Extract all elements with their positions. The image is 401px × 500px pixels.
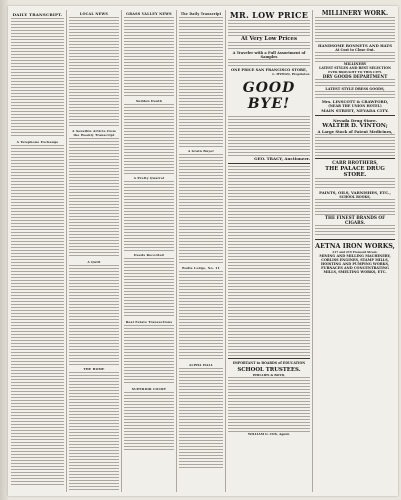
low-price-subtitle: At Very Low Prices bbox=[240, 36, 297, 42]
col3-header-deeds: Deeds Recorded bbox=[134, 253, 164, 257]
school-notice: IMPORTANT to BOARDS of EDUCATION bbox=[232, 361, 306, 365]
col3-header-sudden-death: Sudden Death bbox=[135, 99, 163, 103]
palace-drug-store: THE PALACE DRUG STORE. bbox=[325, 166, 385, 178]
insurance-text bbox=[315, 225, 395, 237]
col4-header-grain-buyer: A Grain Buyer bbox=[187, 149, 215, 153]
col2-header-quilt: A Quilt bbox=[87, 260, 101, 264]
column-rule bbox=[312, 10, 313, 492]
bonnets-heading: HANDSOME BONNETS AND HATS bbox=[317, 43, 392, 48]
low-price-column bbox=[228, 10, 310, 492]
low-price-proprietor: L. HYMAN, Proprietor. bbox=[272, 72, 310, 76]
union-hotel: (NEAR THE UNION HOTEL) bbox=[328, 104, 382, 108]
aetna-address: 217 and 219 Fremont Street. bbox=[332, 250, 378, 254]
column-2 bbox=[69, 10, 119, 492]
price-list bbox=[228, 166, 310, 356]
column-4 bbox=[179, 10, 223, 492]
masthead: DAILY TRANSCRIPT. bbox=[12, 12, 63, 17]
cigars: THE FINEST BRANDS OF CIGARS. bbox=[324, 215, 386, 225]
school-books: SCHOOL BOOKS, bbox=[339, 195, 371, 199]
school-trustees: SCHOOL TRUSTEES. bbox=[237, 367, 301, 373]
paints: PAINTS, OILS, VARNISHES, ETC., bbox=[319, 190, 391, 195]
patent-medicines: A Large Stock of Patent Medicines, bbox=[317, 129, 393, 134]
col2-header-article: A Sensible Article from the Weekly Transcript bbox=[72, 129, 116, 137]
dry-goods-text-2 bbox=[315, 91, 395, 99]
good-bye-banner: GOOD BYE! bbox=[242, 80, 296, 112]
column-3 bbox=[124, 10, 174, 492]
aetna-iron-works: AETNA IRON WORKS, bbox=[315, 242, 395, 250]
latest-styles: LATEST STYLES AND BEST SELECTION bbox=[319, 66, 391, 70]
engines: CORLISS ENGINES, STAMP MILLS, bbox=[321, 258, 389, 262]
bottom-agent: WILLIAM G. COX, Agent. bbox=[248, 432, 290, 436]
low-price-text-2 bbox=[228, 59, 310, 68]
low-price-intro bbox=[228, 20, 310, 36]
phillips-boyd: PHILLIPS & BOYD, bbox=[252, 373, 286, 377]
dry-goods: DRY GOODS DEPARTMENT bbox=[322, 74, 388, 79]
col2-text-block-2 bbox=[69, 138, 119, 258]
drug-store: Nevada Drug Store. bbox=[332, 118, 378, 123]
column-rule bbox=[121, 10, 122, 492]
low-price-title: MR. LOW PRICE bbox=[229, 10, 309, 20]
col3-text-block-2 bbox=[124, 104, 174, 174]
dry-goods-text bbox=[315, 79, 395, 87]
hoisting: HOISTING AND PUMPING WORKS, bbox=[321, 262, 389, 266]
palace-text bbox=[315, 178, 395, 190]
smelting: MILLS, SMELTING WORKS, ETC. bbox=[323, 270, 387, 274]
furnaces: FURNACES AND CONCENTRATING bbox=[321, 266, 389, 270]
col4-header-alpha-hall: ALPHA HALL bbox=[188, 363, 214, 367]
page-binding-edge bbox=[0, 0, 8, 500]
col4-text-block-3 bbox=[179, 271, 223, 361]
column-rule bbox=[225, 10, 226, 492]
low-price-tagline: A Traveler with a Full Assortment of Samples bbox=[232, 51, 306, 59]
at-cost: At Cost to Close Out. bbox=[335, 48, 375, 52]
section-heading-telephone: A Telephone Exchange bbox=[16, 140, 59, 144]
ever-brought: EVER BROUGHT TO THIS CITY. bbox=[328, 70, 382, 74]
col4-text-block-4 bbox=[179, 368, 223, 468]
divider bbox=[315, 158, 395, 159]
millinery-line: MILLINERY bbox=[343, 62, 367, 66]
col4-text-block bbox=[179, 17, 223, 147]
divider bbox=[315, 115, 395, 116]
leading-styles: LATEST STYLE DRESS GOODS, bbox=[325, 87, 385, 91]
col4-header-bodie-lodge: Bodie Lodge, No. 11 bbox=[182, 266, 220, 270]
good-bye-text bbox=[228, 116, 310, 156]
col2-text-block bbox=[69, 17, 119, 127]
col3-text-block-5 bbox=[124, 325, 174, 385]
machinery: MINING AND MILLING MACHINERY, bbox=[319, 254, 391, 258]
col4-header-daily-transcript: The Daily Transcript bbox=[180, 12, 222, 16]
drug-store-text bbox=[315, 134, 395, 156]
millinery-text bbox=[315, 17, 395, 43]
col2-text-block-3 bbox=[69, 265, 119, 365]
col3-header-grass-valley: GRASS VALLEY NEWS bbox=[126, 12, 172, 16]
col3-header-quarrel: A Pretty Quarrel bbox=[133, 176, 165, 180]
low-price-store: ONE PRICE SAN FRANCISCO STORE, bbox=[231, 68, 307, 72]
col2-text-block-4 bbox=[69, 372, 119, 492]
palace-text-2 bbox=[315, 199, 395, 215]
column-rule bbox=[176, 10, 177, 492]
column-1-text-block-2 bbox=[11, 145, 64, 485]
col2-header-local-news: LOCAL NEWS bbox=[79, 12, 109, 16]
column-rule bbox=[66, 10, 67, 492]
col4-text-block-2 bbox=[179, 154, 223, 264]
divider bbox=[228, 163, 310, 164]
vinton: WALTER D. VINTON; bbox=[322, 123, 388, 129]
divider bbox=[315, 239, 395, 240]
carr-brothers: CARR BROTHERS, bbox=[332, 161, 378, 166]
col3-header-real-estate: Real Estate Transactions bbox=[125, 320, 173, 324]
column-1 bbox=[11, 10, 64, 492]
main-street: MAIN STREET, NEVADA CITY. bbox=[321, 108, 389, 113]
column-1-text-block bbox=[11, 18, 64, 138]
linscott: Mrs. LINSCOTT & CRAWFORD, bbox=[321, 99, 389, 104]
auctioneer-name: GEO. TRACY, Auctioneer. bbox=[254, 156, 310, 161]
col2-header-home: THE HOME bbox=[83, 367, 105, 371]
millinery-text-2 bbox=[315, 52, 395, 62]
low-price-text bbox=[228, 42, 310, 51]
school-text bbox=[228, 377, 310, 432]
divider bbox=[228, 358, 310, 359]
newspaper-page bbox=[8, 6, 398, 496]
col3-text-block-6 bbox=[124, 392, 174, 452]
col3-text-block-3 bbox=[124, 181, 174, 251]
millinery-title: MILLINERY WORK. bbox=[321, 10, 389, 17]
col3-header-superior-court: SUPERIOR COURT bbox=[131, 387, 167, 391]
col3-text-block bbox=[124, 17, 174, 97]
right-ads-column bbox=[315, 10, 395, 492]
col3-text-block-4 bbox=[124, 258, 174, 318]
